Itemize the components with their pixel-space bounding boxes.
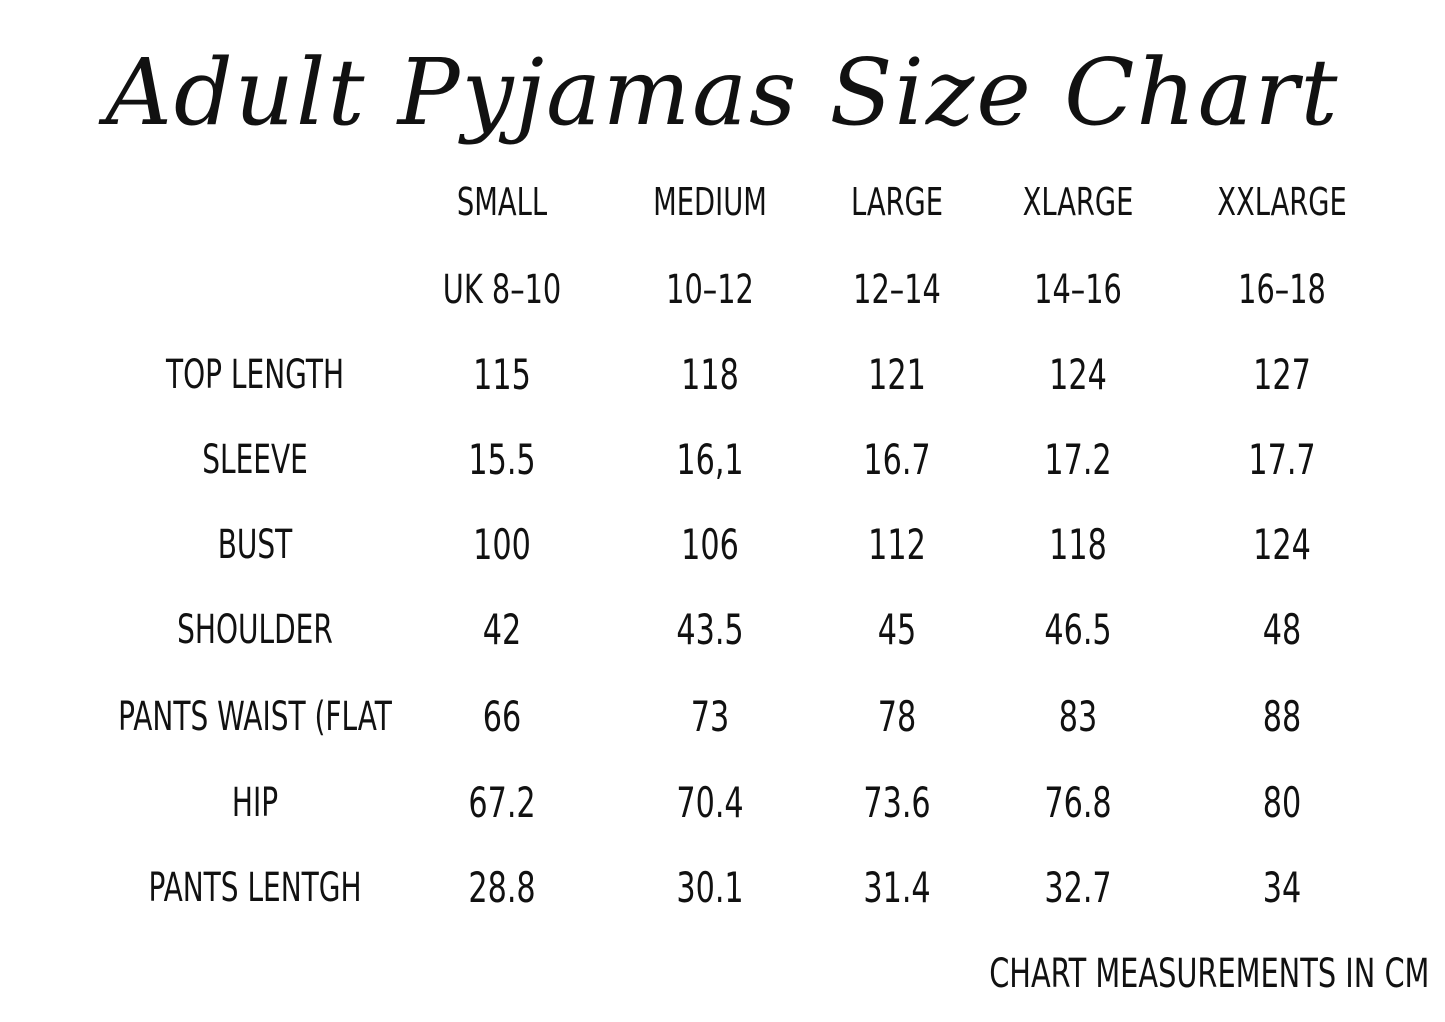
measurement-value: 76.8 — [1044, 778, 1112, 827]
uk-size-range: 10–12 — [666, 267, 754, 313]
measurement-note: CHART MEASUREMENTS IN CM — [988, 951, 1429, 997]
measurement-value: 15.5 — [468, 435, 536, 484]
measurement-value: 118 — [1049, 520, 1107, 569]
measurement-value: 17.7 — [1248, 435, 1316, 484]
measurement-value: 83 — [1058, 692, 1098, 741]
measurement-label: PANTS WAIST (FLAT — [118, 694, 392, 740]
measurement-label: BUST — [217, 522, 293, 568]
measurement-value: 88 — [1262, 692, 1302, 741]
uk-size-range: UK 8–10 — [442, 267, 562, 313]
measurement-value: 106 — [681, 520, 739, 569]
measurement-label: TOP LENGTH — [165, 352, 345, 398]
measurement-value: 30.1 — [676, 863, 744, 912]
measurement-value: 48 — [1262, 605, 1302, 654]
measurement-value: 127 — [1253, 350, 1311, 399]
measurement-value: 121 — [868, 350, 926, 399]
measurement-value: 17.2 — [1044, 435, 1112, 484]
measurement-value: 67.2 — [468, 778, 536, 827]
measurement-value: 16,1 — [676, 435, 744, 484]
measurement-value: 42 — [482, 605, 522, 654]
size-column-header: XLARGE — [1022, 180, 1134, 224]
uk-size-range: 16–18 — [1238, 267, 1326, 313]
measurement-value: 115 — [473, 350, 531, 399]
measurement-value: 66 — [482, 692, 522, 741]
measurement-label: PANTS LENTGH — [148, 865, 362, 911]
measurement-label: SHOULDER — [177, 607, 333, 653]
measurement-value: 34 — [1262, 863, 1302, 912]
measurement-value: 78 — [877, 692, 917, 741]
measurement-value: 28.8 — [468, 863, 536, 912]
measurement-label: HIP — [231, 780, 279, 826]
measurement-value: 112 — [868, 520, 926, 569]
measurement-value: 124 — [1049, 350, 1107, 399]
measurement-value: 100 — [473, 520, 531, 569]
measurement-value: 43.5 — [676, 605, 744, 654]
uk-size-range: 12–14 — [853, 267, 941, 313]
size-column-header: XXLARGE — [1217, 180, 1347, 224]
measurement-label: SLEEVE — [202, 437, 308, 483]
uk-size-range: 14–16 — [1034, 267, 1122, 313]
measurement-value: 32.7 — [1044, 863, 1112, 912]
measurement-value: 70.4 — [676, 778, 744, 827]
measurement-value: 118 — [681, 350, 739, 399]
measurement-value: 80 — [1262, 778, 1302, 827]
measurement-value: 45 — [877, 605, 917, 654]
size-column-header: SMALL — [456, 180, 548, 224]
measurement-value: 31.4 — [863, 863, 931, 912]
measurement-value: 73.6 — [863, 778, 931, 827]
measurement-value: 16.7 — [863, 435, 931, 484]
size-column-header: MEDIUM — [653, 180, 767, 224]
size-column-header: LARGE — [850, 180, 944, 224]
page-title: Adult Pyjamas Size Chart — [105, 39, 1340, 146]
measurement-value: 46.5 — [1044, 605, 1112, 654]
measurement-value: 73 — [690, 692, 730, 741]
measurement-value: 124 — [1253, 520, 1311, 569]
